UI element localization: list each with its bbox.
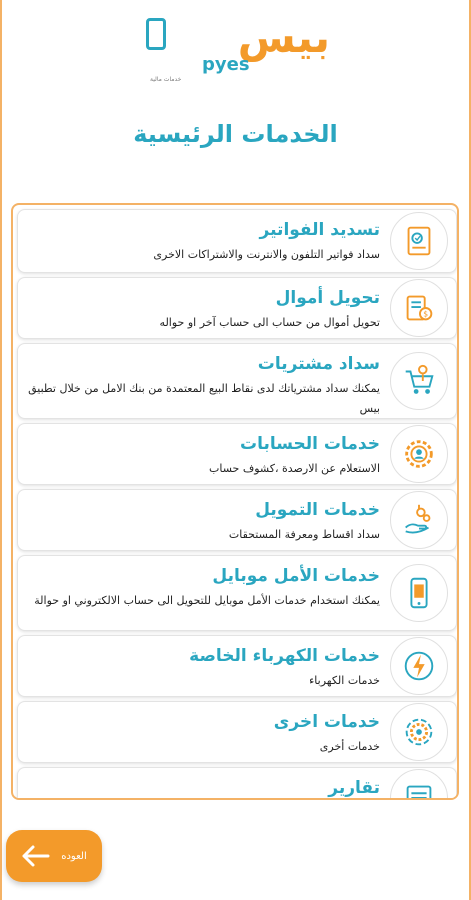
money-transfer-icon bbox=[390, 279, 448, 337]
page-title: الخدمات الرئيسية bbox=[133, 120, 338, 148]
services-list[interactable] bbox=[11, 203, 459, 800]
service-item-other[interactable] bbox=[17, 701, 457, 763]
svg-text:$: $ bbox=[423, 309, 429, 319]
financing-hand-icon bbox=[390, 491, 448, 549]
service-title: خدمات الحسابات bbox=[240, 434, 380, 454]
arrow-left-icon bbox=[21, 844, 51, 868]
service-item-electricity[interactable] bbox=[17, 635, 457, 697]
back-button[interactable] bbox=[6, 830, 102, 882]
back-button-label: العوده bbox=[61, 850, 87, 862]
logo-latin-text: pyes bbox=[202, 54, 250, 75]
service-title: سداد مشتريات bbox=[257, 354, 380, 374]
service-desc: يمكنك سداد مشترياتك لدى نقاط البيع المعتمدة من بنك الامل من خلال تطبيق بيس bbox=[28, 382, 380, 415]
service-title: خدمات اخرى bbox=[273, 712, 380, 732]
electricity-icon bbox=[390, 637, 448, 695]
service-item-reports[interactable] bbox=[17, 767, 457, 800]
service-desc: سداد فواتير التلفون والانترنت والاشتراكات الاخرى bbox=[153, 248, 380, 261]
logo-tagline: خدمات مالية bbox=[150, 76, 182, 83]
service-desc: يمكنك استخدام خدمات الأمل موبايل للتحويل الى حساب الالكتروني او حوالة bbox=[34, 594, 380, 607]
service-title: تحويل أموال bbox=[275, 288, 380, 308]
account-gear-icon bbox=[390, 425, 448, 483]
service-item-transfer[interactable] bbox=[17, 277, 457, 339]
service-title: خدمات التمويل bbox=[255, 500, 380, 520]
service-desc: سداد اقساط ومعرفة المستحقات bbox=[228, 528, 380, 541]
other-services-gear-icon bbox=[390, 703, 448, 761]
shopping-cart-icon bbox=[390, 352, 448, 410]
service-item-bills[interactable] bbox=[17, 209, 457, 273]
service-desc: تحويل أموال من حساب الى حساب آخر او حواله bbox=[159, 316, 380, 329]
service-title: خدمات الأمل موبايل bbox=[212, 566, 380, 586]
service-title: خدمات الكهرباء الخاصة bbox=[189, 646, 380, 666]
service-item-amal-mobile[interactable] bbox=[17, 555, 457, 631]
service-title: تقارير bbox=[328, 778, 380, 798]
service-item-accounts[interactable] bbox=[17, 423, 457, 485]
phone-logo-icon bbox=[146, 18, 166, 50]
logo-arabic-word bbox=[238, 14, 330, 62]
app-logo bbox=[140, 13, 330, 83]
service-item-purchases[interactable] bbox=[17, 343, 457, 419]
service-desc: الاستعلام عن الارصدة ،كشوف حساب bbox=[209, 462, 380, 475]
service-item-financing[interactable] bbox=[17, 489, 457, 551]
bill-icon bbox=[390, 212, 448, 270]
service-title: تسديد الفواتير bbox=[259, 220, 380, 240]
reports-icon bbox=[390, 769, 448, 800]
service-desc: خدمات أخرى bbox=[319, 740, 380, 753]
service-desc: خدمات الكهرباء bbox=[309, 674, 380, 687]
logo-arabic-text: بيس bbox=[237, 13, 330, 62]
mobile-wallet-icon bbox=[390, 564, 448, 622]
